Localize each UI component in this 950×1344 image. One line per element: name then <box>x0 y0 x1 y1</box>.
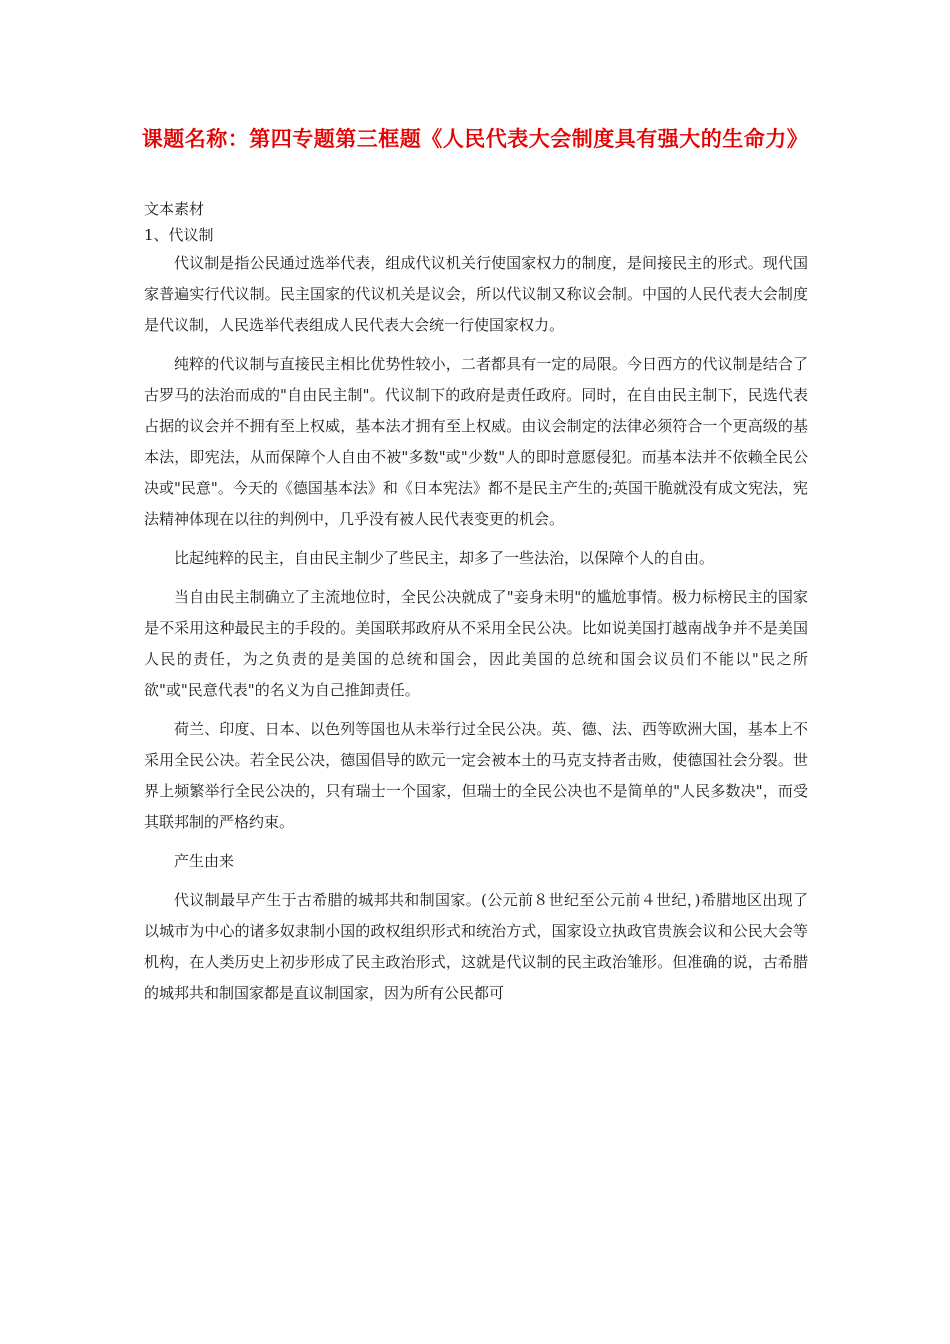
paragraph: 代议制是指公民通过选举代表，组成代议机关行使国家权力的制度，是间接民主的形式。现代国家普遍实行代议制。民主国家的代议机关是议会，所以代议制又称议会制。中国的人民代表大会制度是代议制，人民选举代表组成人民代表大会统一行使国家权力。 <box>144 254 808 334</box>
subsection-label: 1、代议制 <box>144 226 214 244</box>
paragraph: 比起纯粹的民主，自由民主制少了些民主，却多了一些法治，以保障个人的自由。 <box>174 549 715 567</box>
paragraph: 代议制最早产生于古希腊的城邦共和制国家。(公元前８世纪至公元前４世纪，)希腊地区出现了以城市为中心的诸多奴隶制小国的政权组织形式和统治方式，国家设立执政官贵族会议和公民大会等机构，在人类历史上初步形成了民主政治形式，这就是代议制的民主政治雏形。但准确的说，古希腊的城邦共和制国家都是直议制国家，因为所有公民都可 <box>144 891 808 1002</box>
section-heading: 产生由来 <box>174 852 235 870</box>
document-body <box>144 196 808 1017</box>
paragraph: 当自由民主制确立了主流地位时，全民公决就成了"妾身未明"的尴尬事情。极力标榜民主的国家是不采用这种最民主的手段的。美国联邦政府从不采用全民公决。比如说美国打越南战争并不是美国人民的责任，为之负责的是美国的总统和国会，因此美国的总统和国会议员们不能以"民之所欲"或"民意代表"的名义为自己推卸责任。 <box>144 588 808 699</box>
section-label: 文本素材 <box>144 200 205 218</box>
paragraph: 荷兰、印度、日本、以色列等国也从未举行过全民公决。英、德、法、西等欧洲大国，基本上不采用全民公决。若全民公决，德国倡导的欧元一定会被本土的马克支持者击败，使德国社会分裂。世界上频繁举行全民公决的，只有瑞士一个国家，但瑞士的全民公决也不是简单的"人民多数决"，而受其联邦制的严格约束。 <box>144 720 808 831</box>
document-title: 课题名称：第四专题第三框题《人民代表大会制度具有强大的生命力》 <box>141 126 809 151</box>
paragraph: 纯粹的代议制与直接民主相比优势性较小，二者都具有一定的局限。今日西方的代议制是结合了古罗马的法治而成的"自由民主制"。代议制下的政府是责任政府。同时，在自由民主制下，民选代表占据的议会并不拥有至上权威，基本法才拥有至上权威。由议会制定的法律必须符合一个更高级的基本法，即宪法，从而保障个人自由不被"多数"或"少数"人的即时意愿侵犯。而基本法并不依赖全民公决或"民意"。今天的《德国基本法》和《日本宪法》都不是民主产生的;英国干脆就没有成文宪法，宪法精神体现在以往的判例中，几乎没有被人民代表变更的机会。 <box>144 355 808 528</box>
